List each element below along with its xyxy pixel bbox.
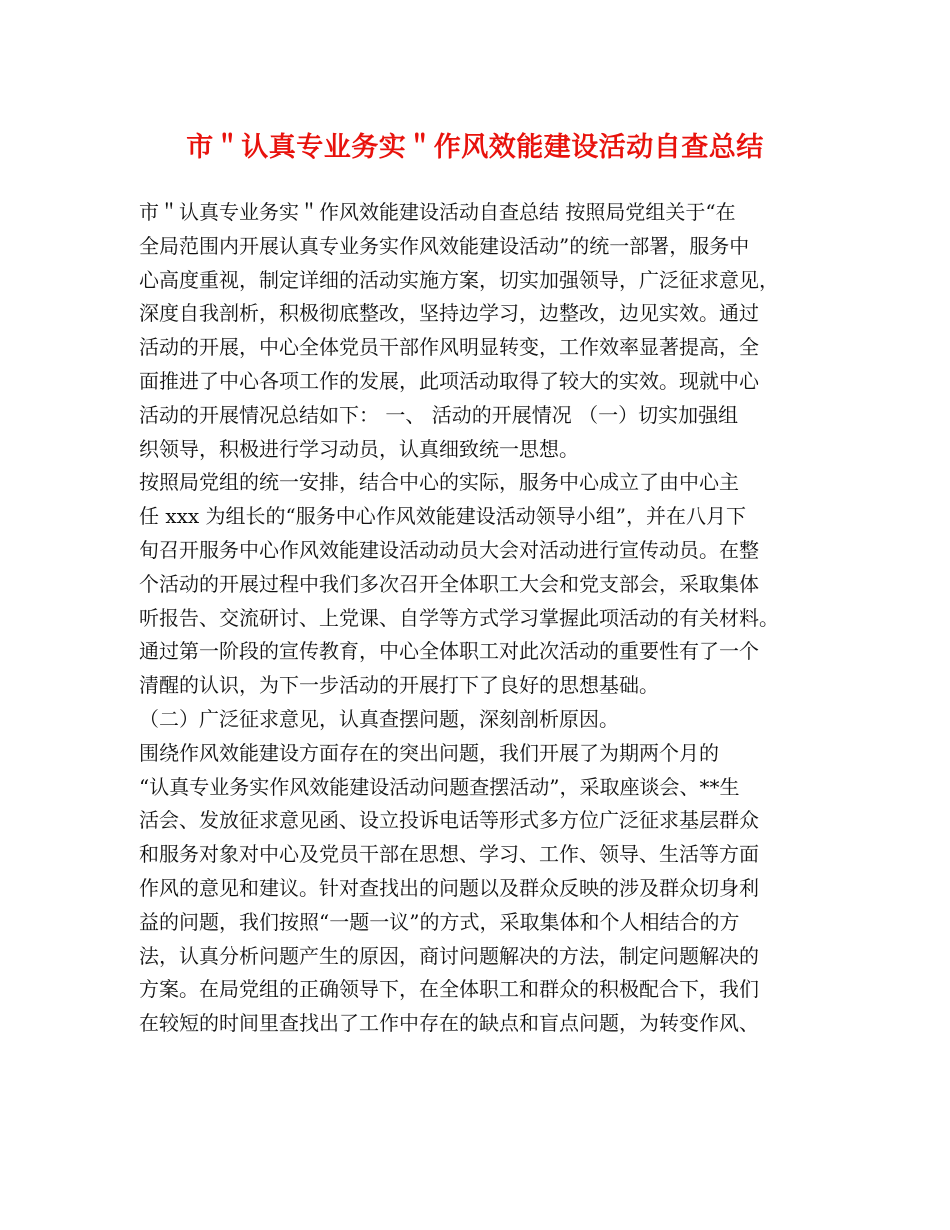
- body-text-line: 清醒的认识，为下一步活动的开展打下了良好的思想基础。: [139, 673, 659, 698]
- body-text-line: 作风的意见和建议。针对查找出的问题以及群众反映的涉及群众切身利: [139, 875, 759, 900]
- body-text-line: 按照局党组的统一安排，结合中心的实际，服务中心成立了由中心主: [139, 470, 739, 495]
- body-text-line: 织领导，积极进行学习动员，认真细致统一思想。: [139, 436, 579, 461]
- body-text-line: 法，认真分析问题产生的原因，商讨问题解决的方法，制定问题解决的: [139, 943, 759, 968]
- document-body: [139, 196, 819, 1041]
- body-text-line: 方案。在局党组的正确领导下，在全体职工和群众的积极配合下，我们: [139, 977, 759, 1002]
- body-text-line: 围绕作风效能建设方面存在的突出问题，我们开展了为期两个月的: [139, 740, 719, 765]
- body-text-line: 面推进了中心各项工作的发展，此项活动取得了较大的实效。现就中心: [139, 368, 759, 393]
- body-text-line: 和服务对象对中心及党员干部在思想、学习、工作、领导、生活等方面: [139, 842, 759, 867]
- document-title: 市＂认真专业务实＂作风效能建设活动自查总结: [186, 132, 764, 163]
- body-text-line: 旬召开服务中心作风效能建设活动动员大会对活动进行宣传动员。在整: [139, 537, 759, 562]
- body-text-line: 心高度重视，制定详细的活动实施方案，切实加强领导，广泛征求意见，: [139, 267, 779, 292]
- body-text-line: 深度自我剖析，积极彻底整改，坚持边学习，边整改，边见实效。通过: [139, 301, 759, 326]
- body-text-line: 市＂认真专业务实＂作风效能建设活动自查总结 按照局党组关于“在: [139, 200, 736, 224]
- body-text-line: 个活动的开展过程中我们多次召开全体职工大会和党支部会，采取集体: [139, 571, 759, 596]
- body-text-line: 活会、发放征求意见函、设立投诉电话等形式多方位广泛征求基层群众: [139, 808, 759, 833]
- body-text-line: 听报告、交流研讨、上党课、自学等方式学习掌握此项活动的有关材料。: [139, 605, 779, 630]
- body-text-line: 在较短的时间里查找出了工作中存在的缺点和盲点问题，为转变作风、: [139, 1011, 759, 1036]
- body-text-line: “认真专业务实作风效能建设活动问题查摆活动”，采取座谈会、**生: [139, 774, 740, 799]
- body-text-line: 益的问题，我们按照“一题一议”的方式，采取集体和个人相结合的方: [139, 909, 740, 934]
- body-text-line: 任 xxx 为组长的“服务中心作风效能建设活动领导小组”，并在八月下: [139, 504, 747, 529]
- body-text-line: 活动的开展，中心全体党员干部作风明显转变，工作效率显著提高，全: [139, 335, 759, 360]
- body-text-line: 全局范围内开展认真专业务实作风效能建设活动”的统一部署，服务中: [139, 233, 750, 258]
- body-text-line: 通过第一阶段的宣传教育，中心全体职工对此次活动的重要性有了一个: [139, 639, 759, 664]
- body-text-line: （二）广泛征求意见，认真查摆问题，深刻剖析原因。: [139, 706, 619, 731]
- body-text-line: 活动的开展情况总结如下： 一、 活动的开展情况 （一）切实加强组: [139, 402, 739, 427]
